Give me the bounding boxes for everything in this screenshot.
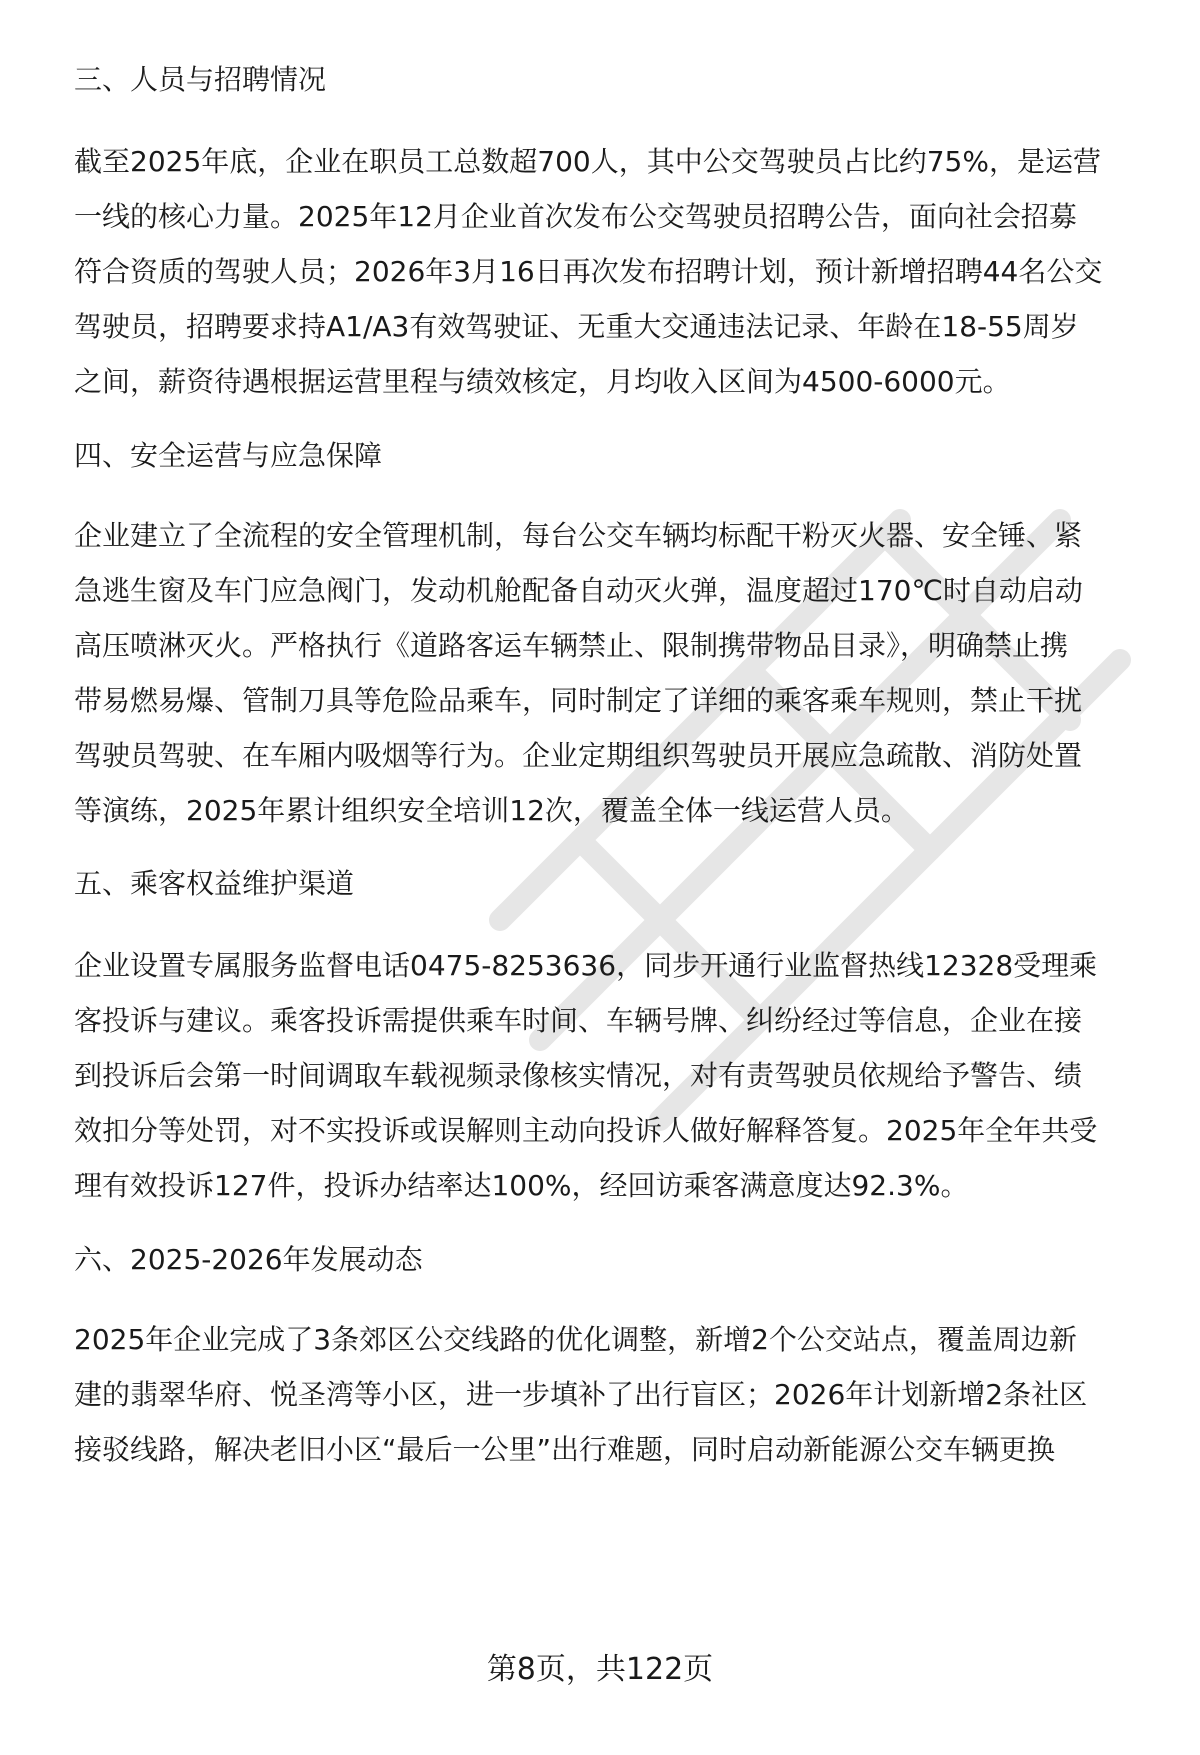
- text-line: 效扣分等处罚，对不实投诉或误解则主动向投诉人做好解释答复。2025年全年共受: [74, 1114, 1098, 1147]
- text-line: 等演练，2025年累计组织安全培训12次，覆盖全体一线运营人员。: [74, 794, 909, 827]
- text-line: 截至2025年底，企业在职员工总数超700人，其中公交驾驶员占比约75%，是运营: [74, 145, 1101, 178]
- text-line: 高压喷淋灭火。严格执行《道路客运车辆禁止、限制携带物品目录》，明确禁止携: [74, 629, 1069, 662]
- section-body-personnel: [74, 134, 1159, 409]
- section-heading-safety: 四、安全运营与应急保障: [74, 439, 383, 472]
- text-line: 企业设置专属服务监督电话0475-8253636，同步开通行业监督热线12328受理乘: [74, 949, 1098, 982]
- text-line: 企业建立了全流程的安全管理机制，每台公交车辆均标配干粉灭火器、安全锤、紧: [74, 519, 1083, 552]
- text-line: 客投诉与建议。乘客投诉需提供乘车时间、车辆号牌、纠纷经过等信息，企业在接: [74, 1004, 1083, 1037]
- section-heading-personnel: 三、人员与招聘情况: [74, 63, 327, 96]
- section-heading-development: 六、2025-2026年发展动态: [74, 1243, 423, 1276]
- section-body-development: [74, 1312, 1159, 1477]
- page-number-footer: 第8页，共122页: [486, 1652, 714, 1687]
- text-line: 驾驶员，招聘要求持A1/A3有效驾驶证、无重大交通违法记录、年龄在18-55周岁: [74, 310, 1079, 343]
- text-line: 带易燃易爆、管制刀具等危险品乘车，同时制定了详细的乘客乘车规则，禁止干扰: [74, 684, 1083, 717]
- text-line: 符合资质的驾驶人员；2026年3月16日再次发布招聘计划，预计新增招聘44名公交: [74, 255, 1103, 288]
- text-line: 建的翡翠华府、悦圣湾等小区，进一步填补了出行盲区；2026年计划新增2条社区: [74, 1378, 1088, 1411]
- text-line: 一线的核心力量。2025年12月企业首次发布公交驾驶员招聘公告，面向社会招募: [74, 200, 1077, 233]
- text-line: 2025年企业完成了3条郊区公交线路的优化调整，新增2个公交站点，覆盖周边新: [74, 1323, 1077, 1356]
- text-line: 接驳线路，解决老旧小区“最后一公里”出行难题，同时启动新能源公交车辆更换: [74, 1433, 1056, 1466]
- section-body-safety: [74, 508, 1159, 838]
- text-line: 理有效投诉127件，投诉办结率达100%，经回访乘客满意度达92.3%。: [74, 1169, 969, 1202]
- section-body-passenger-rights: [74, 938, 1159, 1213]
- text-line: 驾驶员驾驶、在车厢内吸烟等行为。企业定期组织驾驶员开展应急疏散、消防处置: [74, 739, 1083, 772]
- text-line: 到投诉后会第一时间调取车载视频录像核实情况，对有责驾驶员依规给予警告、绩: [74, 1059, 1083, 1092]
- text-line: 急逃生窗及车门应急阀门，发动机舱配备自动灭火弹，温度超过170℃时自动启动: [74, 574, 1083, 607]
- section-heading-passenger-rights: 五、乘客权益维护渠道: [74, 867, 355, 900]
- text-line: 之间，薪资待遇根据运营里程与绩效核定，月均收入区间为4500-6000元。: [74, 365, 1011, 398]
